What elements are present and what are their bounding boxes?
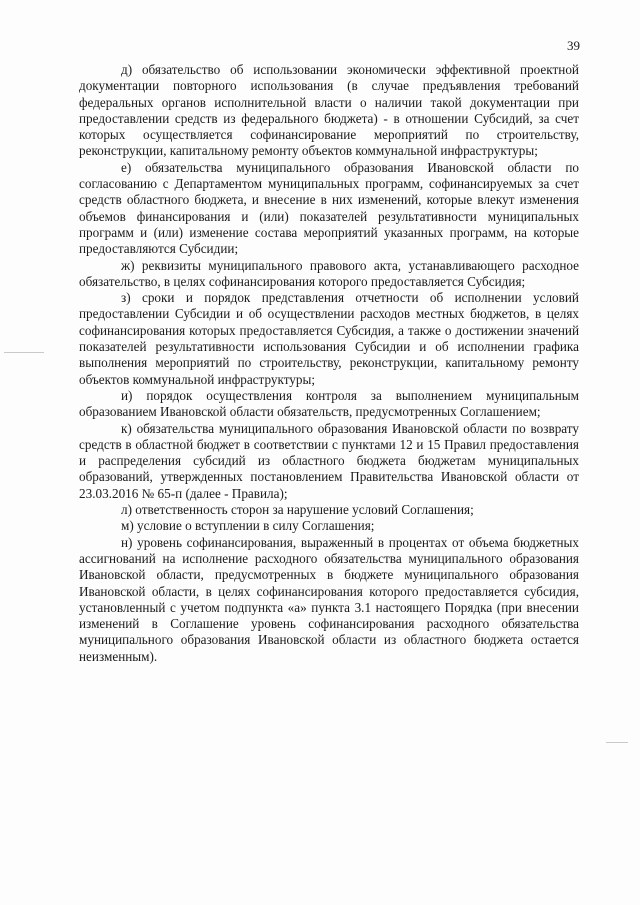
paragraph-m: м) условие о вступлении в силу Соглашения; (121, 518, 375, 534)
paragraph-i: и) порядок осуществления контроля за выполнением муниципальным образованием Ивановской области обязательств, предусмотренных Соглашением; (79, 387, 579, 420)
paragraph-e: е) обязательства муниципального образования Ивановской области по согласованию с Департаментом муниципальных программ, софинансируемых за счет средств областного бюджета, и внесение в них изменений, которые влекут изменения объемов финансирования и (или) показателей результативности муниципальных программ и (или) изменение состава мероприятий указанных программ, на которые предоставляются Субсидии; (79, 159, 579, 257)
paragraph-l: л) ответственность сторон за нарушение условий Соглашения; (121, 502, 474, 518)
document-body (79, 62, 579, 665)
paragraph-d: д) обязательство об использовании экономически эффективной проектной документации повторного использования (в случае предъявления требований федеральных органов исполнительной власти о наличии такой документации при предоставлении средств из федерального бюджета) - в отношении Субсидий, за счет которых осуществляется софинансирование мероприятий по строительству, реконструкции, капитальному ремонту объектов коммунальной инфраструктуры; (79, 62, 579, 159)
paragraph-k: к) обязательства муниципального образования Ивановской области по возврату средств в областной бюджет в соответствии с пунктами 12 и 15 Правил предоставления и распределения субсидий из областного бюджета бюджетам муниципальных образований, утвержденных постановлением Правительства Ивановской области от 23.03.2016 № 65-п (далее - Правила); (79, 420, 579, 501)
paragraph-z: з) сроки и порядок представления отчетности об исполнении условий предоставлении Субсидии и об осуществлении расходов местных бюджетов, в целях софинансирования которых предоставляется Субсидия, а также о достижении значений показателей результативности использования Субсидии и об исполнении графика выполнения мероприятий по строительству, реконструкции, капитальному ремонту объектов коммунальной инфраструктуры; (79, 290, 579, 387)
paragraph-zh: ж) реквизиты муниципального правового акта, устанавливающего расходное обязательство, в целях софинансирования которого предоставляется Субсидия; (79, 257, 579, 289)
page-number: 39 (567, 38, 580, 53)
scan-artifact-right (606, 742, 628, 743)
paragraph-n: н) уровень софинансирования, выраженный в процентах от объема бюджетных ассигнований на исполнение расходного обязательства муниципального образования Ивановской области, предусмотренных в бюджете муниципального образования Ивановской области, в целях софинансирования которого предоставляется субсидия, установленный с учетом подпункта «а» пункта 3.1 настоящего Порядка (при внесении изменений в Соглашение уровень софинансирования расходного обязательства муниципального образования Ивановской области из областного бюджета остается неизменным). (79, 534, 579, 664)
scan-artifact-left (4, 352, 44, 353)
